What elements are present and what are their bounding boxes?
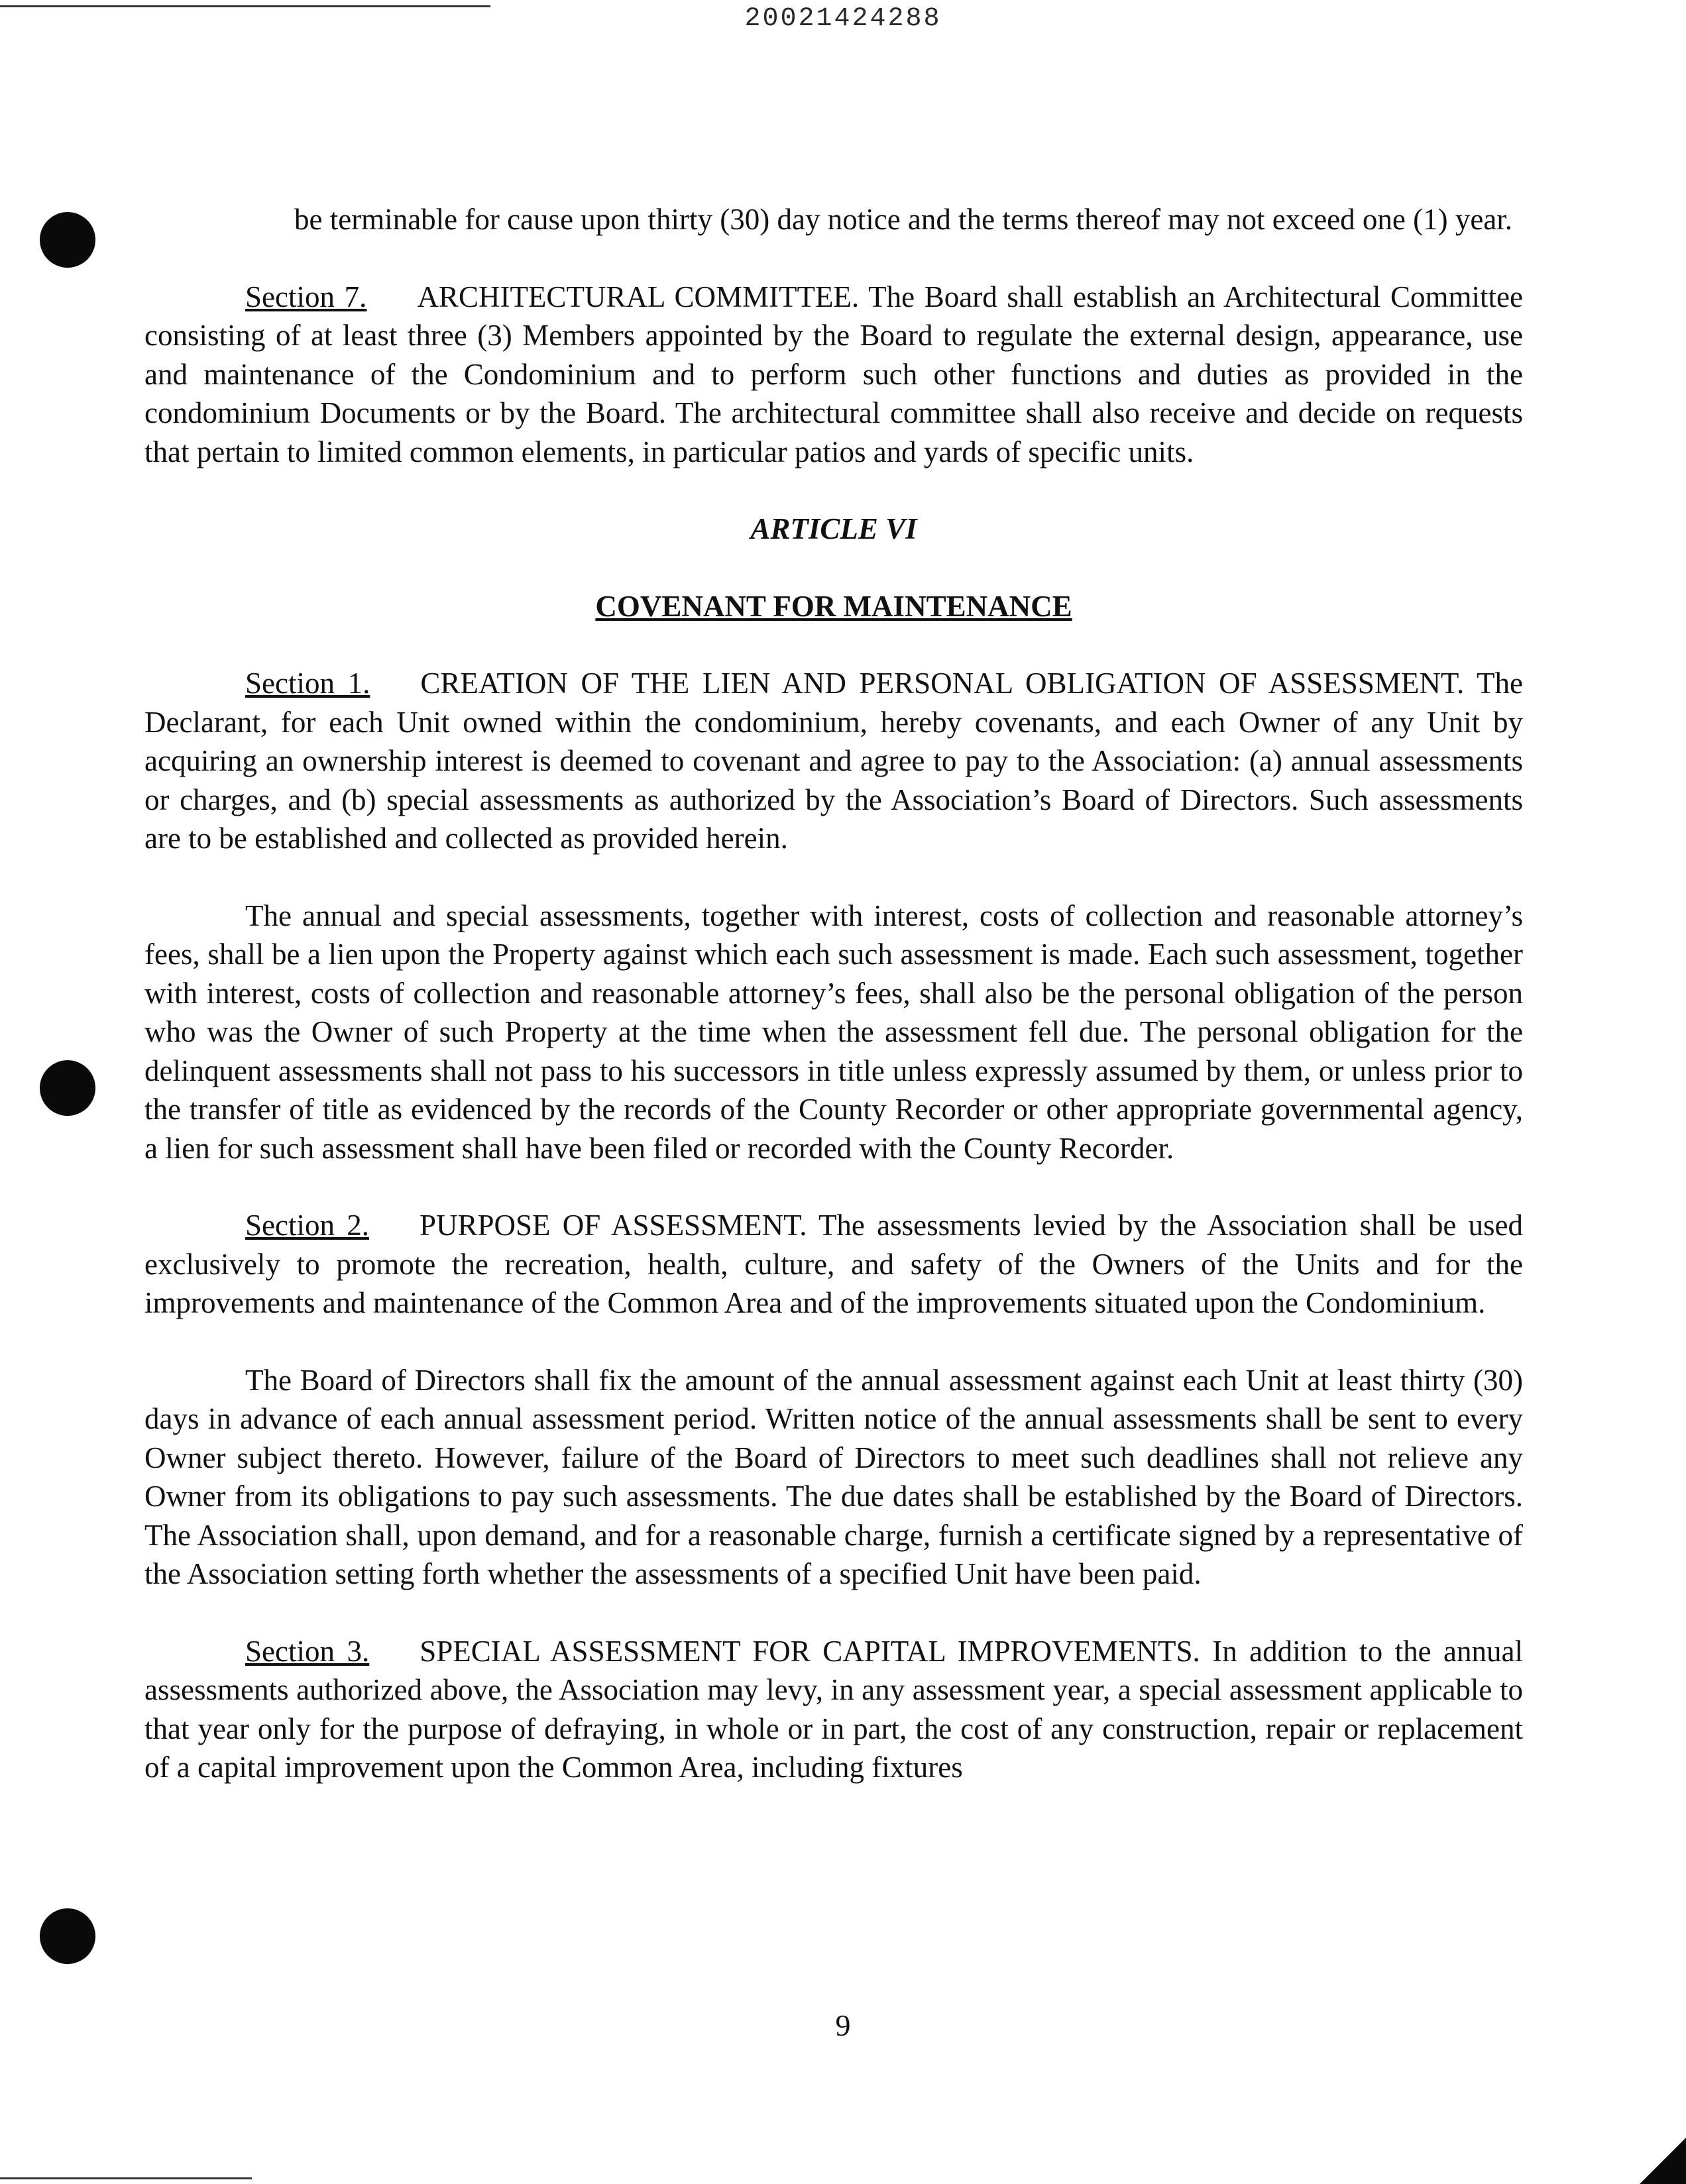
punch-hole [40,1908,95,1964]
punch-hole [40,1060,95,1116]
section-3-title: SPECIAL ASSESSMENT FOR CAPITAL IMPROVEMENTS. [420,1634,1200,1668]
continuation-paragraph: be terminable for cause upon thirty (30) day notice and the terms thereof may not exceed one (1) year. [294,203,1513,236]
article-title [144,587,1523,626]
section-2 [144,1206,1523,1323]
article-number [144,510,1523,549]
document-body [144,200,1523,1787]
section-2-title: PURPOSE OF ASSESSMENT. [419,1209,807,1242]
scan-edge-line-bottom [0,2177,252,2179]
article-number-text: ARTICLE VI [750,512,917,545]
section-2-text: The assessments levied by the Association shall be used exclusively to promote the recreation, health, culture, and safety of the Owners of the Units and for the improvements and maintenance of the Common Area and of the improvements situated upon the Condominium. [144,1209,1524,1319]
document-number: 20021424288 [744,4,942,34]
article-title-text: COVENANT FOR MAINTENANCE [595,589,1072,623]
section-2-paragraph-2: The Board of Directors shall fix the amount of the annual assessment against each Unit at least thirty (30) days in advance of each annual assessment period. Written notice of the annual assessments shall be sent to every Owner subject thereto. However, failure of the Board of Directors to meet such deadlines shall not relieve any Owner from its obligations to pay such assessments. The due dates shall be established by the Board of Directors. The Association shall, upon demand, and for a reasonable charge, furnish a certificate signed by a representative of the Association setting forth whether the assessments of a specified Unit have been paid. [144,1363,1523,1590]
section-1-title: CREATION OF THE LIEN AND PERSONAL OBLIGATION OF ASSESSMENT. [420,667,1465,700]
section-7-text: The Board shall establish an Architectural Committee consisting of at least three (3) Members appointed by the Board to regulate the external design, appearance, use and maintenance of the Condominium and to perform such other functions and duties as provided in the condominium Documents or by the Board. The architectural committee shall also receive and decide on requests that pertain to limited common elements, in particular patios and yards of specific units. [144,280,1524,468]
section-3 [144,1632,1523,1787]
section-1 [144,664,1523,858]
corner-triangle-mark [1640,2138,1686,2184]
section-3-text: In addition to the annual assessments authorized above, the Association may levy, in any assessment year, a special assessment applicable to that year only for the purpose of defraying, in whole or in part, the cost of any construction, repair or replacement of a capital improvement upon the Common Area, including fixtures [144,1634,1523,1784]
section-2-label: Section 2. [245,1209,369,1242]
section-1-label: Section 1. [245,667,370,700]
section-3-label: Section 3. [245,1634,370,1668]
section-1-text: The Declarant, for each Unit owned within the condominium, hereby covenants, and each Owner of any Unit by acquiring an ownership interest is deemed to covenant and agree to pay to the Association: (a) annual assessments or charges, and (b) special assessments as authorized by the Association’s Board of Directors. Such assessments are to be established and collected as provided herein. [144,667,1523,855]
page-number: 9 [835,2008,851,2042]
section-7-title: ARCHITECTURAL COMMITTEE. [417,280,860,313]
section-7 [144,278,1523,472]
section-7-label: Section 7. [245,280,367,313]
section-1-paragraph-2: The annual and special assessments, together with interest, costs of collection and reasonable attorney’s fees, shall be a lien upon the Property against which each such assessment is made. Each such assessment, together with interest, costs of collection and reasonable attorney’s fees, shall also be the personal obligation of the person who was the Owner of such Property at the time when the assessment fell due. The personal obligation for the delinquent assessments shall not pass to his successors in title unless expressly assumed by them, or unless prior to the transfer of title as evidenced by the records of the County Recorder or other appropriate governmental agency, a lien for such assessment shall have been filed or recorded with the County Recorder. [144,899,1523,1165]
punch-hole [40,212,95,268]
